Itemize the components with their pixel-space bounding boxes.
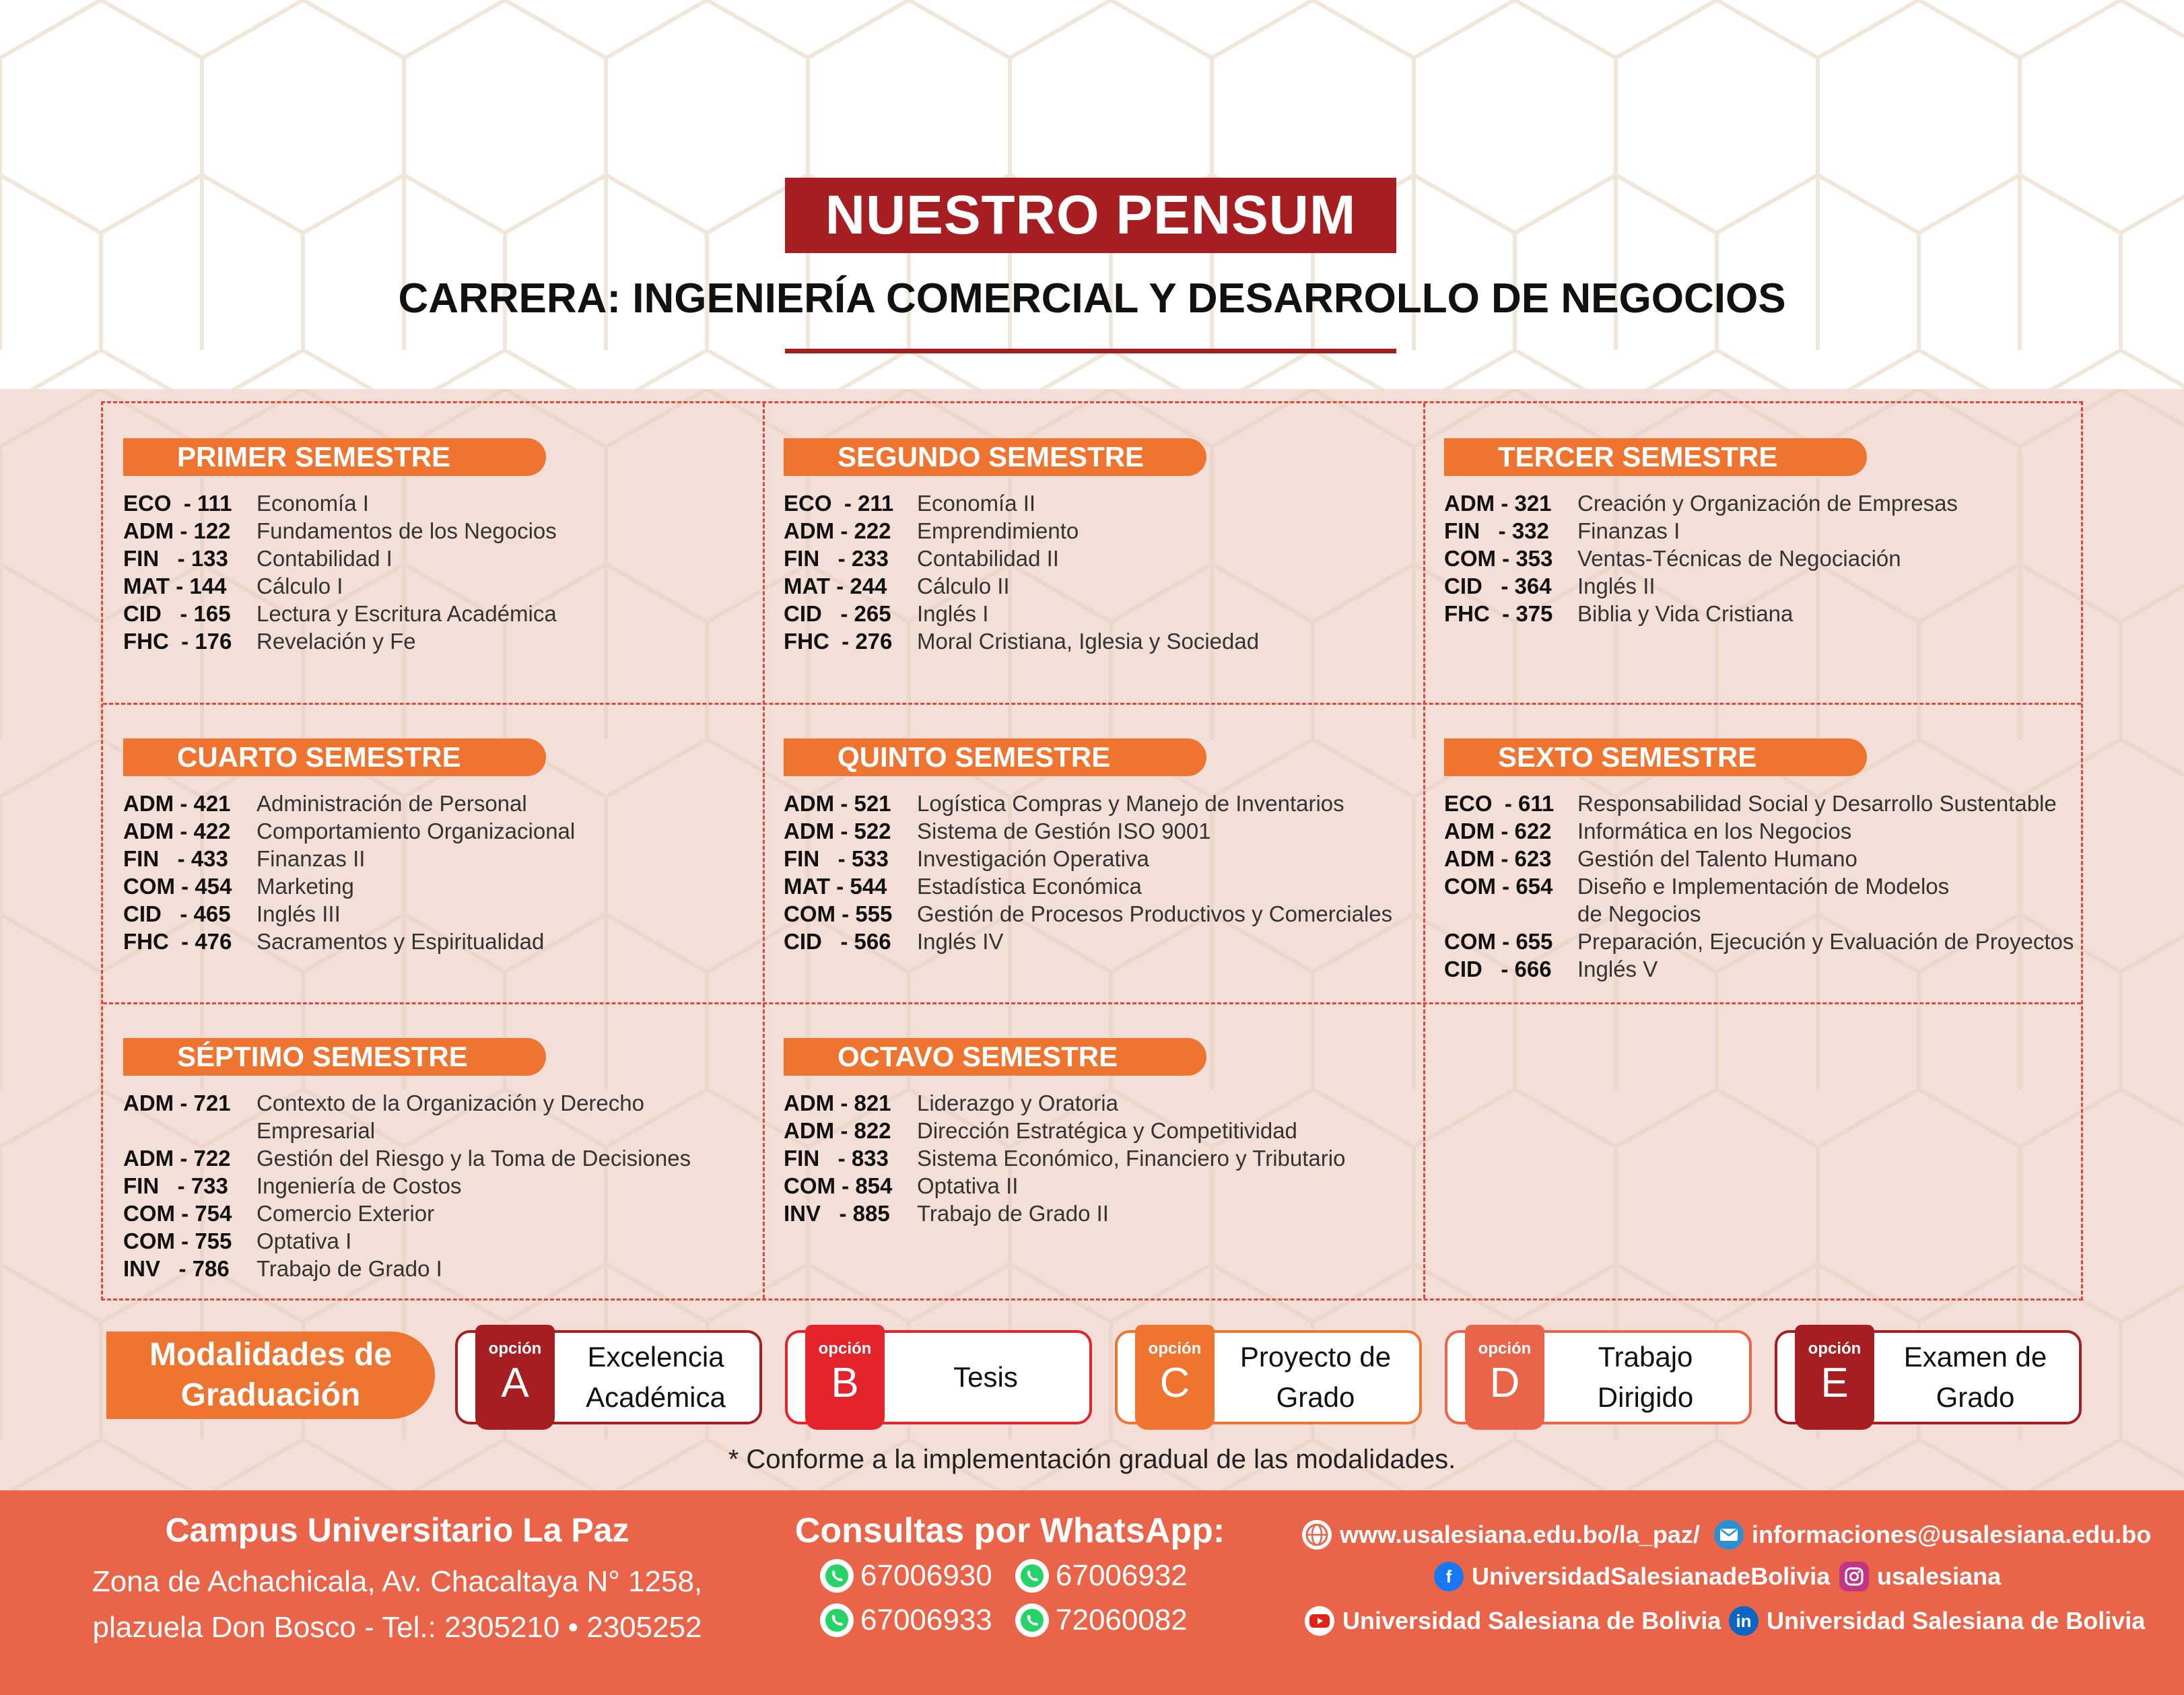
course-code: COM - 854 xyxy=(784,1173,893,1198)
option-letter: C xyxy=(1159,1360,1190,1406)
course-row xyxy=(123,1144,756,1172)
course-code: FIN - 533 xyxy=(784,846,889,871)
campus-address-line1: Zona de Achachicala, Av. Chacaltaya N° 1258, xyxy=(92,1565,703,1598)
course-name: Optativa I xyxy=(257,1229,352,1253)
facebook-link[interactable] xyxy=(1434,1562,1830,1591)
option-line1: Tesis xyxy=(953,1361,1018,1393)
option-line1: Proyecto de xyxy=(1239,1341,1392,1373)
whatsapp-number-3[interactable] xyxy=(820,1603,992,1637)
instagram-text: usalesiana xyxy=(1877,1562,2002,1590)
course-row xyxy=(784,845,1417,872)
whatsapp-number-text: 67006930 xyxy=(860,1559,992,1592)
course-row xyxy=(123,545,756,572)
course-row xyxy=(784,1172,1417,1200)
course-row xyxy=(784,627,1417,655)
course-row xyxy=(784,1089,1417,1117)
option-word: opción xyxy=(1478,1340,1532,1358)
course-name: Inglés II xyxy=(1577,574,1656,598)
course-name: Sacramentos y Espiritualidad xyxy=(257,929,545,954)
option-d xyxy=(1445,1330,1752,1424)
course-row xyxy=(123,572,756,600)
title-banner xyxy=(785,178,1396,253)
course-name: Finanzas I xyxy=(1577,518,1680,543)
course-row xyxy=(784,1117,1417,1144)
course-name: Gestión de Procesos Productivos y Comerciales xyxy=(917,901,1393,926)
course-code: ADM - 821 xyxy=(784,1091,891,1115)
semester-title: CUARTO SEMESTRE xyxy=(123,738,546,776)
course-code: MAT - 544 xyxy=(784,874,887,899)
course-list xyxy=(784,1089,1417,1227)
option-letter: A xyxy=(501,1360,529,1406)
option-a-tab xyxy=(475,1325,555,1430)
option-e-tab xyxy=(1795,1325,1874,1430)
linkedin-icon: in xyxy=(1729,1606,1759,1636)
course-code: COM - 454 xyxy=(123,874,232,899)
course-row xyxy=(123,1255,756,1282)
option-word: opción xyxy=(818,1340,872,1358)
semester-cell-5 xyxy=(763,703,1423,1003)
course-code: CID - 566 xyxy=(784,929,891,954)
graduation-label xyxy=(106,1331,435,1419)
option-b-text xyxy=(889,1333,1083,1422)
option-line2: Grado xyxy=(1276,1381,1355,1413)
semester-cell-empty xyxy=(1424,1003,2084,1303)
course-code: CID - 465 xyxy=(123,901,231,926)
course-code: ECO - 211 xyxy=(784,491,894,516)
course-name: Contabilidad I xyxy=(257,546,393,571)
course-name: Emprendimiento xyxy=(917,518,1079,543)
course-name: Gestión del Talento Humano xyxy=(1577,846,1857,871)
semester-title: QUINTO SEMESTRE xyxy=(784,738,1206,776)
course-name: Finanzas II xyxy=(257,846,366,871)
course-row xyxy=(784,600,1417,627)
option-letter: E xyxy=(1820,1360,1849,1406)
course-row xyxy=(123,600,756,627)
course-name: Comercio Exterior xyxy=(257,1201,435,1226)
instagram-link[interactable] xyxy=(1839,1562,2001,1591)
option-d-tab xyxy=(1465,1325,1544,1430)
course-code: FIN - 332 xyxy=(1444,518,1549,543)
course-row xyxy=(1444,517,2077,545)
globe-icon xyxy=(1302,1520,1332,1550)
course-name: Inglés IV xyxy=(917,929,1004,954)
course-row xyxy=(1444,600,2077,627)
semester-title: SEXTO SEMESTRE xyxy=(1444,738,1867,776)
course-code: INV - 885 xyxy=(784,1201,890,1226)
graduation-note: * Conforme a la implementación gradual de las modalidades. xyxy=(728,1445,1456,1474)
course-code: INV - 786 xyxy=(123,1256,230,1281)
course-name: Moral Cristiana, Iglesia y Sociedad xyxy=(917,629,1260,654)
course-code: COM - 655 xyxy=(1444,929,1553,954)
course-name: Investigación Operativa xyxy=(917,846,1149,871)
course-name: Economía I xyxy=(257,491,369,516)
option-b xyxy=(785,1330,1092,1424)
website-link[interactable] xyxy=(1302,1520,1700,1550)
course-list xyxy=(1444,489,2077,627)
course-name: Contexto de la Organización y Derecho Empresarial xyxy=(257,1091,644,1143)
course-row xyxy=(784,928,1417,955)
semester-title: SÉPTIMO SEMESTRE xyxy=(123,1038,546,1076)
course-code: ADM - 222 xyxy=(784,518,891,543)
option-line2: Dirigido xyxy=(1597,1381,1694,1413)
semester-cell-2 xyxy=(763,403,1423,703)
option-word: opción xyxy=(1808,1340,1862,1358)
course-code: ADM - 522 xyxy=(784,819,891,843)
course-name: Gestión del Riesgo y la Toma de Decisiones xyxy=(257,1146,691,1171)
course-list xyxy=(123,489,756,655)
course-row xyxy=(1444,545,2077,572)
course-row xyxy=(123,517,756,545)
semester-cell-8 xyxy=(763,1003,1423,1303)
course-code: CID - 265 xyxy=(784,601,891,626)
semester-cell-7 xyxy=(103,1003,763,1303)
course-row xyxy=(123,1089,756,1144)
course-code: ADM - 521 xyxy=(784,791,891,816)
semester-title: OCTAVO SEMESTRE xyxy=(784,1038,1206,1076)
course-row xyxy=(784,545,1417,572)
course-row xyxy=(1444,790,2077,817)
course-name: Trabajo de Grado I xyxy=(257,1256,442,1281)
course-name: Ingeniería de Costos xyxy=(257,1173,462,1198)
whatsapp-icon xyxy=(820,1559,854,1593)
whatsapp-number-2[interactable] xyxy=(1015,1559,1188,1593)
whatsapp-number-text: 67006932 xyxy=(1056,1559,1188,1592)
course-row xyxy=(784,572,1417,600)
course-row xyxy=(784,900,1417,928)
course-row xyxy=(123,1172,756,1200)
course-code: FIN - 233 xyxy=(784,546,889,571)
course-row xyxy=(1444,845,2077,872)
option-letter: D xyxy=(1489,1360,1520,1406)
course-name: Comportamiento Organizacional xyxy=(257,819,576,843)
course-name: Cálculo I xyxy=(257,574,343,598)
course-row xyxy=(1444,572,2077,600)
course-name: Estadística Económica xyxy=(917,874,1142,899)
option-letter: B xyxy=(831,1360,859,1406)
course-list xyxy=(123,790,756,955)
course-code: CID - 165 xyxy=(123,601,231,626)
course-code: ADM - 721 xyxy=(123,1091,231,1115)
semester-cell-4 xyxy=(103,703,763,1003)
course-code: FHC - 176 xyxy=(123,629,232,654)
course-code: FIN - 133 xyxy=(123,546,228,571)
course-row xyxy=(784,817,1417,845)
course-list xyxy=(784,790,1417,955)
youtube-text: Universidad Salesiana de Bolivia xyxy=(1342,1607,1721,1634)
course-code: ADM - 623 xyxy=(1444,846,1552,871)
option-line2: Grado xyxy=(1936,1381,2015,1413)
option-line1: Examen de xyxy=(1903,1341,2047,1373)
course-code: FIN - 833 xyxy=(784,1146,889,1171)
course-name: Economía II xyxy=(917,491,1036,516)
option-c xyxy=(1115,1330,1422,1424)
course-row xyxy=(1444,872,2077,928)
course-name: Creación y Organización de Empresas xyxy=(1577,491,1958,516)
option-e xyxy=(1775,1330,2082,1424)
campus-address-line2: plazuela Don Bosco - Tel.: 2305210 • 2305252 xyxy=(92,1611,702,1644)
course-name: Inglés I xyxy=(917,601,989,626)
course-name: Responsabilidad Social y Desarrollo Sustentable xyxy=(1577,791,2057,816)
course-code: CID - 666 xyxy=(1444,957,1552,981)
course-code: ADM - 622 xyxy=(1444,819,1552,843)
course-name: Marketing xyxy=(257,874,354,899)
whatsapp-icon xyxy=(820,1603,854,1637)
semester-grid xyxy=(101,401,2083,1301)
course-code: FIN - 733 xyxy=(123,1173,228,1198)
course-row xyxy=(784,1144,1417,1172)
course-code: ECO - 111 xyxy=(123,491,232,516)
course-name: Informática en los Negocios xyxy=(1577,819,1852,843)
course-code: FHC - 276 xyxy=(784,629,893,654)
course-code: ADM - 422 xyxy=(123,819,231,843)
whatsapp-icon xyxy=(1015,1603,1049,1637)
campus-address xyxy=(47,1559,747,1651)
option-c-tab xyxy=(1135,1325,1215,1430)
whatsapp-number-4[interactable] xyxy=(1015,1603,1188,1637)
course-list xyxy=(1444,790,2077,983)
course-row xyxy=(123,872,756,900)
course-row xyxy=(784,489,1417,517)
course-code: MAT - 244 xyxy=(784,574,887,598)
course-name: Revelación y Fe xyxy=(257,629,416,654)
option-a-text xyxy=(559,1333,753,1422)
course-row xyxy=(123,489,756,517)
option-c-text xyxy=(1219,1333,1412,1422)
graduation-label-line1: Modalidades de xyxy=(149,1337,393,1373)
course-code: FIN - 433 xyxy=(123,846,228,871)
course-name: Cálculo II xyxy=(917,574,1010,598)
course-code: COM - 754 xyxy=(123,1201,232,1226)
course-code: CID - 364 xyxy=(1444,574,1552,598)
course-row xyxy=(123,845,756,872)
course-name: Inglés III xyxy=(257,901,341,926)
campus-title: Campus Universitario La Paz xyxy=(165,1511,629,1549)
linkedin-text: Universidad Salesiana de Bolivia xyxy=(1767,1607,2146,1634)
course-name: Administración de Personal xyxy=(257,791,527,816)
mail-icon xyxy=(1714,1520,1744,1550)
course-row xyxy=(123,790,756,817)
course-code: COM - 755 xyxy=(123,1229,232,1253)
option-d-text xyxy=(1548,1333,1742,1422)
course-name: Liderazgo y Oratoria xyxy=(917,1091,1118,1115)
career-subtitle: CARRERA: INGENIERÍA COMERCIAL Y DESARROLLO DE NEGOCIOS xyxy=(398,275,1786,322)
course-name: Contabilidad II xyxy=(917,546,1059,571)
course-row xyxy=(123,928,756,955)
option-a xyxy=(455,1330,762,1424)
email-text: informaciones@usalesiana.edu.bo xyxy=(1752,1521,2152,1548)
course-name: Inglés V xyxy=(1577,957,1658,981)
course-row xyxy=(1444,817,2077,845)
course-code: MAT - 144 xyxy=(123,574,227,598)
course-row xyxy=(1444,928,2077,955)
course-code: ADM - 722 xyxy=(123,1146,231,1171)
course-name: Ventas-Técnicas de Negociación xyxy=(1577,546,1901,571)
whatsapp-number-text: 72060082 xyxy=(1056,1603,1188,1636)
course-list xyxy=(784,489,1417,655)
option-line2: Académica xyxy=(586,1381,726,1413)
course-code: FHC - 375 xyxy=(1444,601,1553,626)
course-code: ECO - 611 xyxy=(1444,791,1555,816)
course-list xyxy=(123,1089,756,1282)
course-row xyxy=(784,1200,1417,1227)
linkedin-link[interactable] xyxy=(1729,1606,2145,1636)
website-text: www.usalesiana.edu.bo/la_paz/ xyxy=(1340,1521,1700,1548)
course-name: Sistema Económico, Financiero y Tributario xyxy=(917,1146,1346,1171)
course-row xyxy=(784,872,1417,900)
course-row xyxy=(123,1200,756,1227)
course-row xyxy=(784,790,1417,817)
course-code: COM - 654 xyxy=(1444,874,1553,899)
course-name: Diseño e Implementación de Modelos de Negocios xyxy=(1577,874,1950,926)
facebook-text: UniversidadSalesianadeBolivia xyxy=(1472,1562,1831,1590)
semester-cell-6 xyxy=(1424,703,2084,1003)
course-name: Optativa II xyxy=(917,1173,1019,1198)
course-row xyxy=(123,817,756,845)
course-name: Logística Compras y Manejo de Inventarios xyxy=(917,791,1344,816)
course-name: Fundamentos de los Negocios xyxy=(257,518,557,543)
subtitle-divider xyxy=(785,349,1396,353)
youtube-icon xyxy=(1305,1606,1334,1636)
course-row xyxy=(784,517,1417,545)
course-row xyxy=(1444,955,2077,983)
semester-cell-3 xyxy=(1424,403,2084,703)
course-code: FHC - 476 xyxy=(123,929,232,954)
whatsapp-title: Consultas por WhatsApp: xyxy=(794,1511,1225,1550)
course-code: ADM - 822 xyxy=(784,1118,891,1143)
whatsapp-icon xyxy=(1015,1559,1049,1593)
email-link[interactable] xyxy=(1714,1520,2151,1550)
option-word: opción xyxy=(488,1340,542,1358)
whatsapp-number-1[interactable] xyxy=(820,1559,992,1593)
instagram-icon xyxy=(1839,1562,1869,1591)
course-row xyxy=(1444,489,2077,517)
option-line1: Trabajo xyxy=(1598,1341,1693,1373)
page-title: NUESTRO PENSUM xyxy=(825,184,1357,246)
course-code: COM - 555 xyxy=(784,901,893,926)
facebook-icon: f xyxy=(1434,1562,1464,1591)
course-name: Dirección Estratégica y Competitividad xyxy=(917,1118,1297,1143)
whatsapp-number-text: 67006933 xyxy=(860,1603,992,1636)
course-name: Preparación, Ejecución y Evaluación de Proyectos xyxy=(1577,929,2074,954)
semester-title: TERCER SEMESTRE xyxy=(1444,438,1867,476)
course-name: Sistema de Gestión ISO 9001 xyxy=(917,819,1211,843)
option-e-text xyxy=(1878,1333,2072,1422)
course-name: Lectura y Escritura Académica xyxy=(257,601,557,626)
graduation-label-line2: Graduación xyxy=(180,1377,361,1413)
option-word: opción xyxy=(1148,1340,1202,1358)
course-code: ADM - 122 xyxy=(123,518,231,543)
course-row xyxy=(123,627,756,655)
course-row xyxy=(123,900,756,928)
semester-title: SEGUNDO SEMESTRE xyxy=(784,438,1206,476)
semester-cell-1 xyxy=(103,403,763,703)
youtube-link[interactable] xyxy=(1305,1606,1721,1636)
option-line1: Excelencia xyxy=(587,1341,724,1373)
course-name: Trabajo de Grado II xyxy=(917,1201,1109,1226)
course-code: ADM - 421 xyxy=(123,791,231,816)
course-row xyxy=(123,1227,756,1255)
course-name: Biblia y Vida Cristiana xyxy=(1577,601,1794,626)
semester-title: PRIMER SEMESTRE xyxy=(123,438,546,476)
course-code: COM - 353 xyxy=(1444,546,1553,571)
option-b-tab xyxy=(805,1325,885,1430)
course-code: ADM - 321 xyxy=(1444,491,1552,516)
